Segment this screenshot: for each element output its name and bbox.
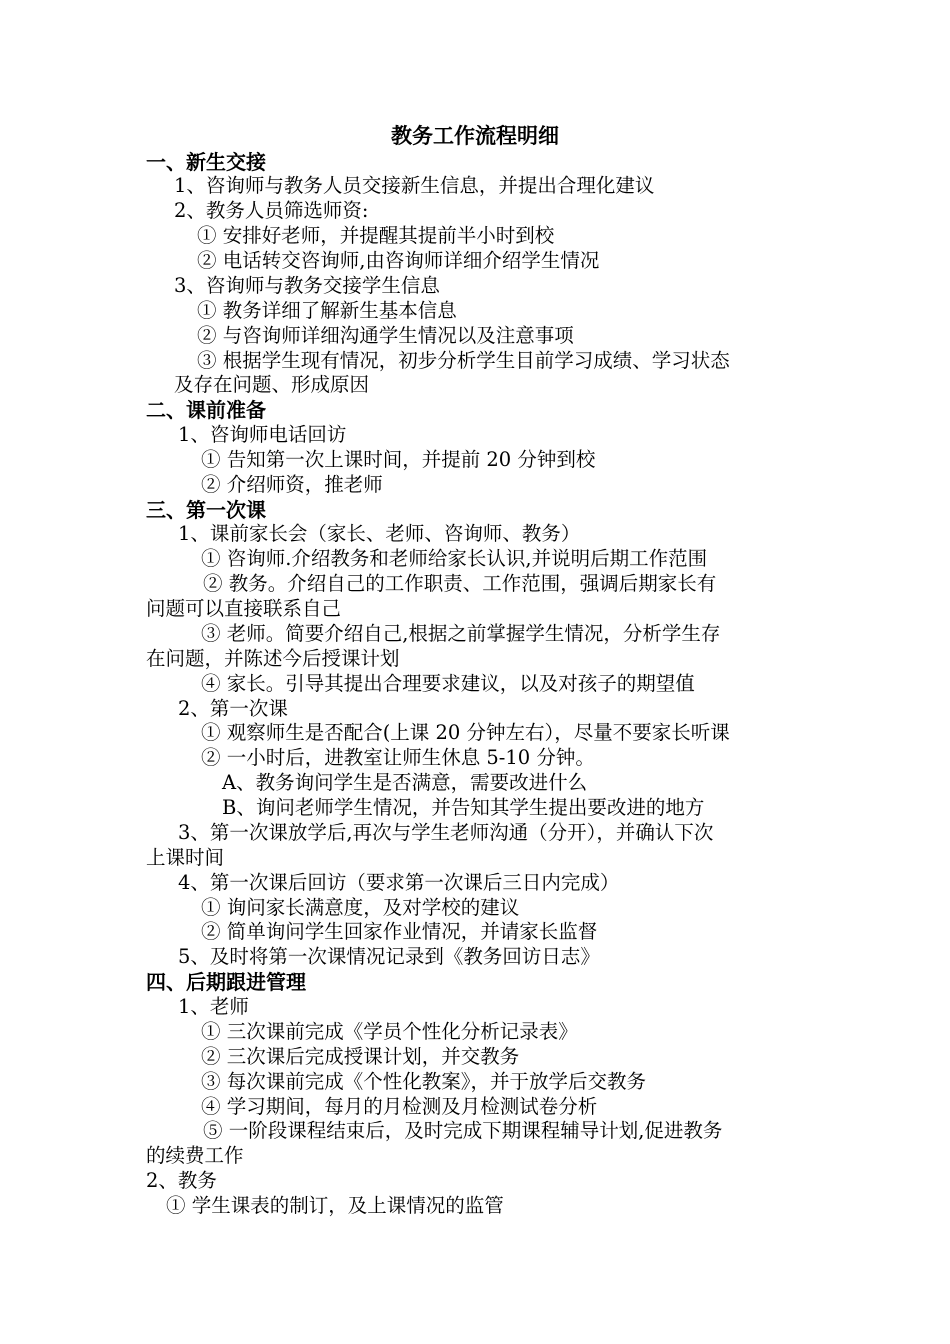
text-line: 及存在问题、形成原因 [174, 373, 370, 396]
text-line: ① 告知第一次上课时间，并提前 20 分钟到校 [201, 448, 596, 471]
text-line: 的续费工作 [146, 1144, 244, 1167]
text-line: ② 介绍师资，推老师 [201, 473, 383, 496]
text-line: 1、咨询师电话回访 [178, 423, 347, 446]
text-line: 2、教务人员筛选师资: [174, 199, 369, 222]
text-line: ④ 家长。引导其提出合理要求建议，以及对孩子的期望值 [201, 672, 695, 695]
text-line: ② 简单询问学生回家作业情况，并请家长监督 [201, 920, 598, 943]
text-line: ② 教务。介绍自己的工作职责、工作范围，强调后期家长有 [203, 572, 717, 595]
text-line: A、教务询问学生是否满意，需要改进什么 [222, 771, 588, 794]
text-line: ⑤ 一阶段课程结束后，及时完成下期课程辅导计划,促进教务 [203, 1119, 723, 1142]
text-line: ③ 每次课前完成《个性化教案》，并于放学后交教务 [201, 1070, 646, 1093]
text-line: 在问题，并陈述今后授课计划 [146, 647, 400, 670]
text-line: ① 安排好老师，并提醒其提前半小时到校 [197, 224, 555, 247]
text-line: ① 学生课表的制订，及上课情况的监管 [166, 1194, 504, 1217]
section-heading-2: 二、课前准备 [146, 398, 266, 422]
text-line: ② 三次课后完成授课计划，并交教务 [201, 1045, 520, 1068]
text-line: 4、第一次课后回访（要求第一次课后三日内完成） [178, 871, 620, 894]
text-line: 3、咨询师与教务交接学生信息 [174, 274, 440, 297]
text-line: 5、及时将第一次课情况记录到《教务回访日志》 [178, 945, 600, 968]
text-line: 2、教务 [146, 1169, 217, 1192]
text-line: ④ 学习期间，每月的月检测及月检测试卷分析 [201, 1095, 598, 1118]
text-line: ② 电话转交咨询师,由咨询师详细介绍学生情况 [197, 249, 600, 272]
text-line: 1、老师 [178, 995, 249, 1018]
text-line: 1、课前家长会（家长、老师、咨询师、教务） [178, 522, 581, 545]
text-line: ② 与咨询师详细沟通学生情况以及注意事项 [197, 324, 574, 347]
section-heading-1: 一、新生交接 [146, 150, 266, 174]
text-line: ① 询问家长满意度，及对学校的建议 [201, 896, 520, 919]
text-line: ① 咨询师.介绍教务和老师给家长认识,并说明后期工作范围 [201, 547, 708, 570]
text-line: 1、咨询师与教务人员交接新生信息，并提出合理化建议 [174, 174, 655, 197]
text-line: ① 三次课前完成《学员个性化分析记录表》 [201, 1020, 578, 1043]
text-line: 2、第一次课 [178, 697, 288, 720]
text-line: 上课时间 [146, 846, 225, 869]
section-heading-3: 三、第一次课 [146, 498, 266, 522]
text-line: B、询问老师学生情况，并告知其学生提出要改进的地方 [222, 796, 705, 819]
section-heading-4: 四、后期跟进管理 [146, 970, 306, 994]
text-line: ① 观察师生是否配合(上课 20 分钟左右），尽量不要家长听课 [201, 721, 730, 744]
text-line: ③ 老师。简要介绍自己,根据之前掌握学生情况，分析学生存 [201, 622, 721, 645]
text-line: ① 教务详细了解新生基本信息 [197, 299, 457, 322]
text-line: ② 一小时后，进教室让师生休息 5-10 分钟。 [201, 746, 595, 769]
text-line: ③ 根据学生现有情况，初步分析学生目前学习成绩、学习状态 [197, 349, 730, 372]
document-title: 教务工作流程明细 [391, 123, 559, 148]
text-line: 问题可以直接联系自己 [146, 597, 342, 620]
text-line: 3、第一次课放学后,再次与学生老师沟通（分开），并确认下次 [178, 821, 714, 844]
